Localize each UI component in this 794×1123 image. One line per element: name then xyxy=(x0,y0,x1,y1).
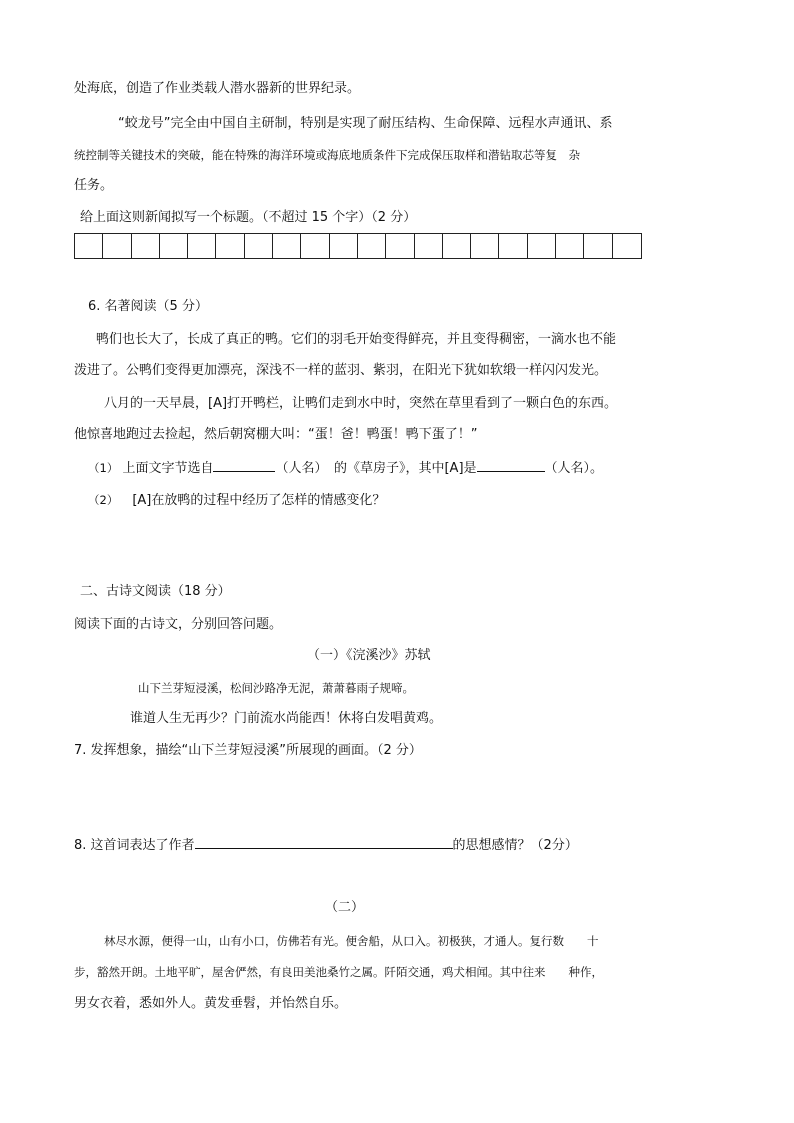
q1-text-b: （人名） 的《草房子》，其中[A]是 xyxy=(275,461,477,476)
answer-box[interactable] xyxy=(301,234,329,258)
prose-line3: 男女衣着，悉如外人。黄发垂髫，并怡然自乐。 xyxy=(74,996,348,1011)
q1-number: （1） xyxy=(88,461,119,475)
answer-box[interactable] xyxy=(160,234,188,258)
answer-box[interactable] xyxy=(216,234,244,258)
passage1-line4: 任务。 xyxy=(74,178,114,193)
poem-line1: 山下兰芽短浸溪，松间沙路净无泥，萧萧暮雨子规啼。 xyxy=(138,681,414,695)
q8-blank[interactable] xyxy=(195,835,453,849)
answer-box[interactable] xyxy=(584,234,612,258)
prose-line2: 步，豁然开朗。土地平旷，屋舍俨然，有良田美池桑竹之属。阡陌交通，鸡犬相闻。其中往来 种作， xyxy=(74,965,603,979)
section6-p2a: 八月的一天早晨，[A]打开鸭栏，让鸭们走到水中时，突然在草里看到了一颗白色的东西。 xyxy=(104,396,618,411)
passage1-line1: 处海底，创造了作业类载人潜水器新的世界纪录。 xyxy=(74,81,361,96)
passage1-line2: “蛟龙号”完全由中国自主研制，特别是实现了耐压结构、生命保障、远程水声通讯、系 xyxy=(118,116,613,131)
headline-question: 给上面这则新闻拟写一个标题。（不超过 15 个字）（2 分） xyxy=(80,210,417,225)
section2-instruction: 阅读下面的古诗文，分别回答问题。 xyxy=(74,617,283,632)
answer-box[interactable] xyxy=(499,234,527,258)
q2-number: （2） xyxy=(88,493,119,507)
answer-box[interactable] xyxy=(443,234,471,258)
answer-box[interactable] xyxy=(415,234,443,258)
q1-text-c: （人名）。 xyxy=(544,461,604,476)
question-6-2 xyxy=(88,491,385,510)
answer-box[interactable] xyxy=(556,234,584,258)
q8-text-b: 的思想感情？（2分） xyxy=(452,838,578,853)
headline-answer-boxes[interactable] xyxy=(74,233,642,259)
q8-text-a: 8. 这首词表达了作者 xyxy=(74,838,195,853)
answer-box[interactable] xyxy=(386,234,414,258)
section6-p1a: 鸭们也长大了，长成了真正的鸭。它们的羽毛开始变得鲜亮，并且变得稠密，一滴水也不能 xyxy=(96,332,617,347)
section2-heading: 二、古诗文阅读（18 分） xyxy=(80,584,231,599)
part2-title: （二） xyxy=(325,900,365,915)
q2-text: [A]在放鸭的过程中经历了怎样的情感变化？ xyxy=(132,493,386,508)
prose-line1: 林尽水源，便得一山，山有小口，仿佛若有光。便舍船，从口入。初极狭，才通人。复行数 十 xyxy=(104,934,599,948)
answer-box[interactable] xyxy=(273,234,301,258)
passage1-line3: 统控制等关键技术的突破，能在特殊的海洋环境或海底地质条件下完成保压取样和潜钻取芯等复 杂 xyxy=(74,148,580,162)
answer-box[interactable] xyxy=(245,234,273,258)
answer-box[interactable] xyxy=(471,234,499,258)
question-6-1 xyxy=(88,458,603,478)
section6-p1b: 泼进了。公鸭们变得更加漂亮，深浅不一样的蓝羽、紫羽，在阳光下犹如软缎一样闪闪发光。 xyxy=(74,363,608,378)
answer-box[interactable] xyxy=(330,234,358,258)
poem-line2: 谁道人生无再少？门前流水尚能西！休将白发唱黄鸡。 xyxy=(130,711,443,726)
q1-blank-character[interactable] xyxy=(477,458,545,472)
section6-p2b: 他惊喜地跑过去捡起，然后朝窝棚大叫：“蛋！爸！鸭蛋！鸭下蛋了！” xyxy=(74,427,478,442)
question-8 xyxy=(74,835,578,855)
answer-box[interactable] xyxy=(103,234,131,258)
answer-box[interactable] xyxy=(188,234,216,258)
section6-heading: 6. 名著阅读（5 分） xyxy=(88,299,208,314)
answer-box[interactable] xyxy=(358,234,386,258)
poem-title: （一）《浣溪沙》苏轼 xyxy=(307,648,431,663)
answer-box[interactable] xyxy=(75,234,103,258)
q1-blank-author[interactable] xyxy=(213,458,275,472)
q1-text-a: 上面文字节选自 xyxy=(122,461,214,476)
question-7: 7. 发挥想象，描绘“山下兰芽短浸溪”所展现的画面。（2 分） xyxy=(74,743,422,758)
answer-box[interactable] xyxy=(132,234,160,258)
answer-box[interactable] xyxy=(528,234,556,258)
answer-box[interactable] xyxy=(613,234,641,258)
